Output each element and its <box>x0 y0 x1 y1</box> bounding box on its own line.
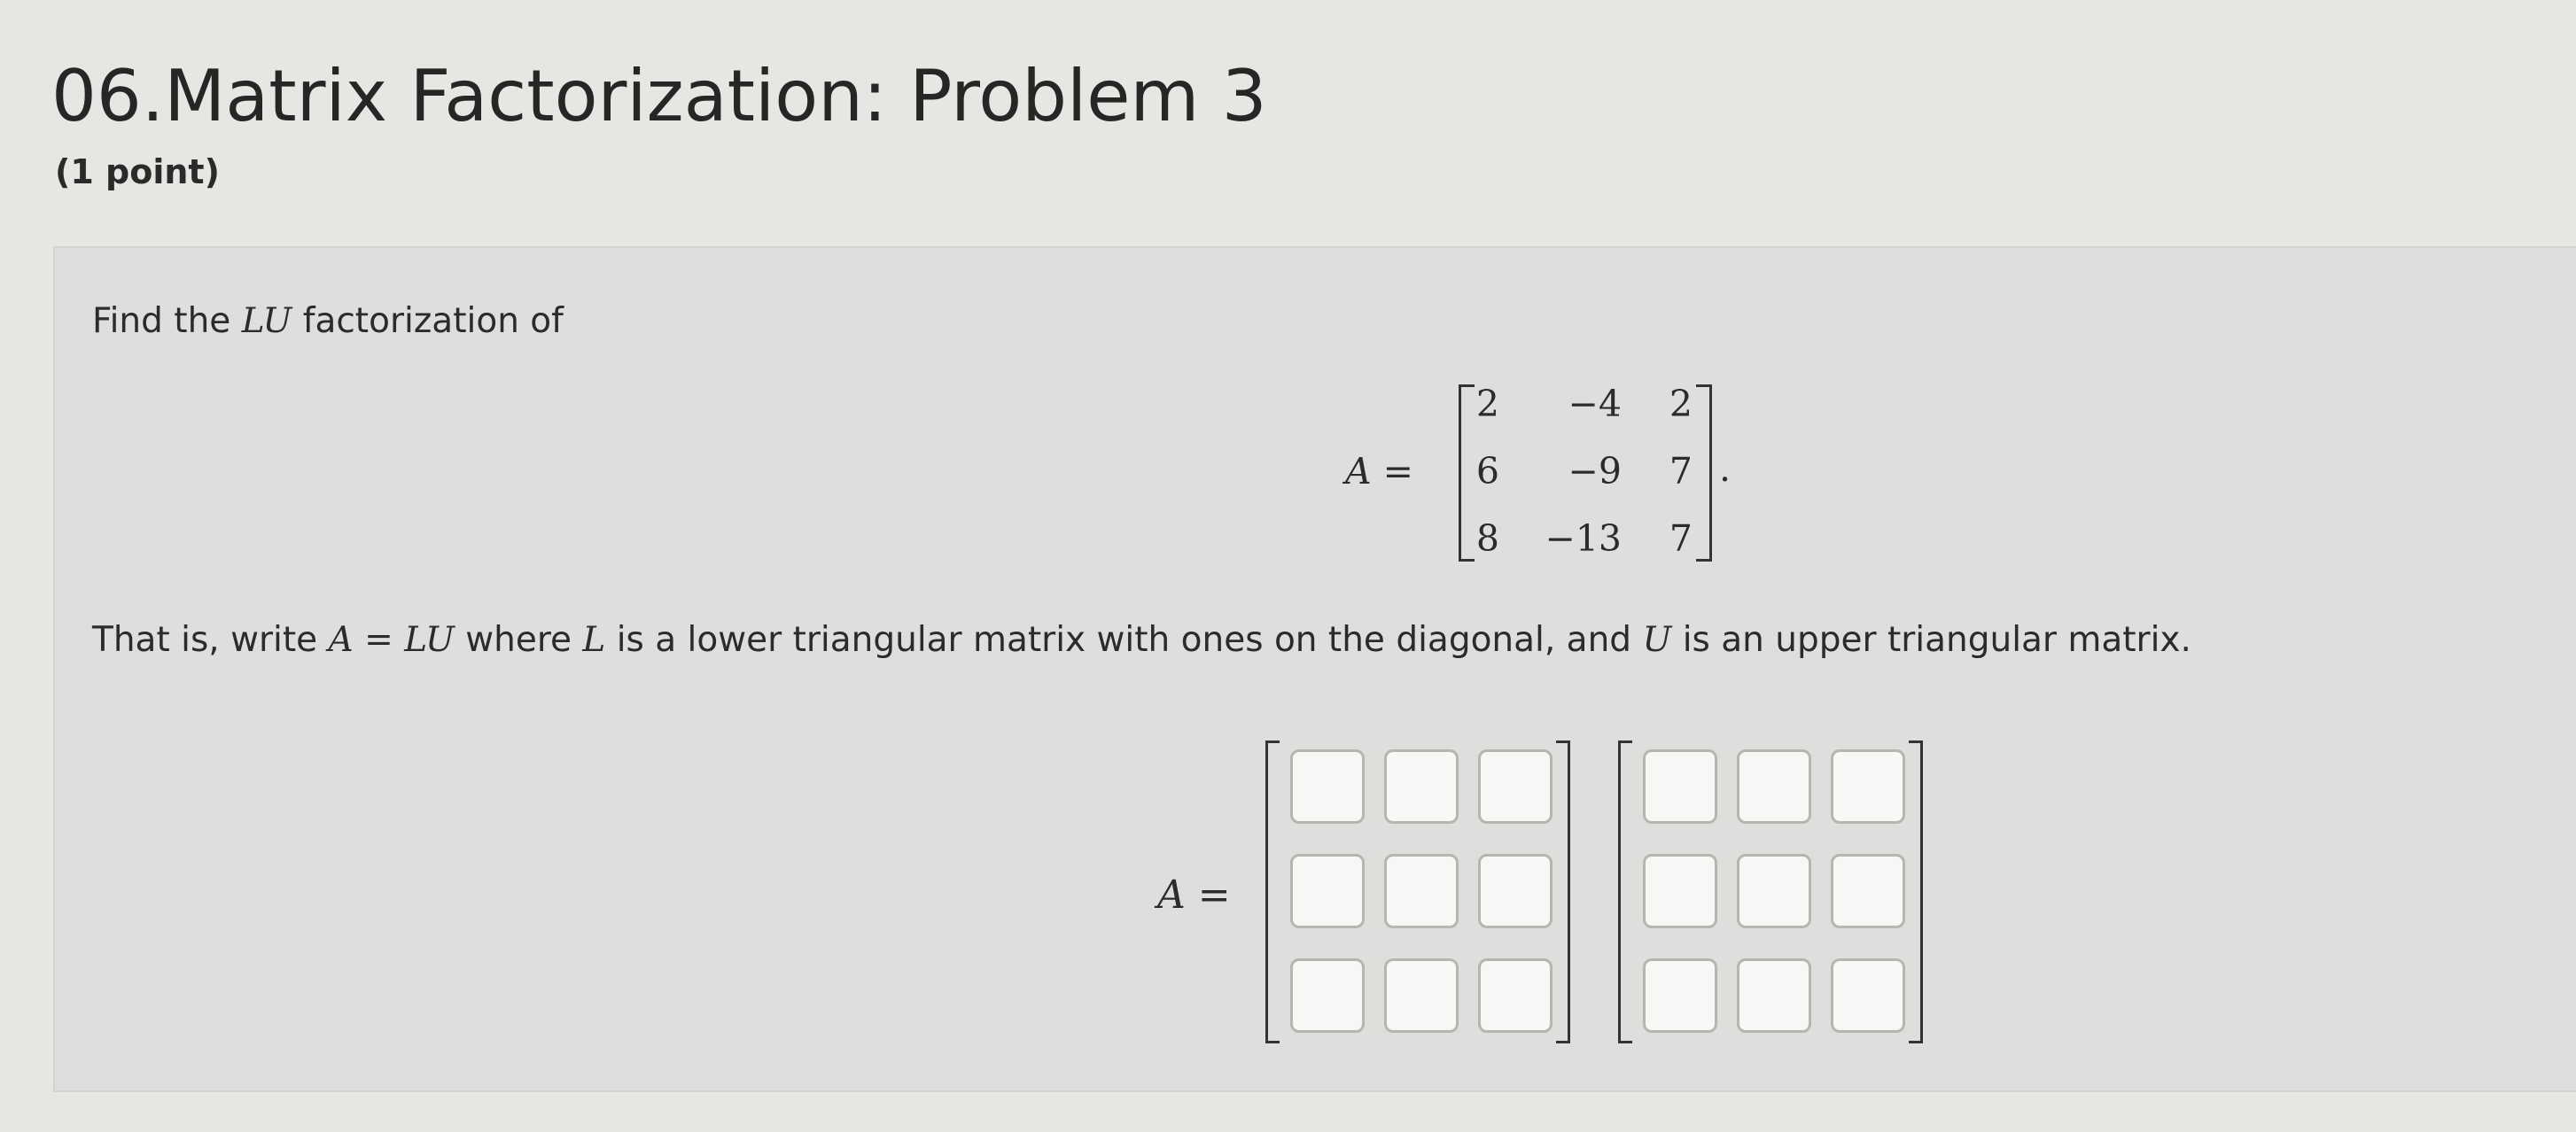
given-cell-r1-c3: 2 <box>1669 383 1693 425</box>
given-matrix-right-bracket <box>1696 384 1712 562</box>
intro-math-lu: LU <box>241 301 292 341</box>
given-cell-r2-c1: 6 <box>1475 450 1499 492</box>
u-input-r1-c1[interactable] <box>1643 749 1717 824</box>
l-input-r3-c3[interactable] <box>1478 958 1553 1033</box>
u-input-r2-c1[interactable] <box>1643 854 1717 928</box>
u-input-r3-c2[interactable] <box>1737 958 1811 1033</box>
l-input-r1-c1[interactable] <box>1290 749 1365 824</box>
l-input-r2-c3[interactable] <box>1478 854 1553 928</box>
l-matrix-right-bracket <box>1556 740 1570 1043</box>
intro-suffix: factorization of <box>292 301 564 341</box>
points-label: (1 point) <box>55 152 220 191</box>
l-input-r3-c1[interactable] <box>1290 958 1365 1033</box>
l-matrix-left-bracket <box>1265 740 1280 1043</box>
u-input-r3-c1[interactable] <box>1643 958 1717 1033</box>
problem-intro <box>92 301 564 341</box>
l-input-r1-c2[interactable] <box>1384 749 1459 824</box>
l-input-r2-c2[interactable] <box>1384 854 1459 928</box>
intro-prefix: Find the <box>92 301 242 341</box>
given-cell-r3-c2: −13 <box>1545 517 1622 560</box>
page-title: 06.Matrix Factorization: Problem 3 <box>51 55 1267 137</box>
problem-instruction: That is, write A = LU where L is a lower triangular matrix with ones on the diagonal, and U is an upper triangular matrix. <box>92 620 2191 660</box>
u-input-r1-c2[interactable] <box>1737 749 1811 824</box>
given-cell-r3-c3: 7 <box>1669 517 1693 560</box>
given-period: . <box>1719 447 1732 490</box>
u-matrix-left-bracket <box>1618 740 1632 1043</box>
u-input-r2-c2[interactable] <box>1737 854 1811 928</box>
u-input-r3-c3[interactable] <box>1831 958 1905 1033</box>
u-matrix-right-bracket <box>1909 740 1923 1043</box>
given-cell-r3-c1: 8 <box>1475 517 1499 560</box>
given-matrix-label: A = <box>1345 450 1413 492</box>
u-input-r1-c3[interactable] <box>1831 749 1905 824</box>
answer-label: A = <box>1157 872 1231 918</box>
given-cell-r2-c3: 7 <box>1669 450 1693 492</box>
given-cell-r2-c2: −9 <box>1568 450 1622 492</box>
given-cell-r1-c2: −4 <box>1568 383 1622 425</box>
l-input-r1-c3[interactable] <box>1478 749 1553 824</box>
u-input-r2-c3[interactable] <box>1831 854 1905 928</box>
l-input-r2-c1[interactable] <box>1290 854 1365 928</box>
l-input-r3-c2[interactable] <box>1384 958 1459 1033</box>
given-cell-r1-c1: 2 <box>1475 383 1499 425</box>
